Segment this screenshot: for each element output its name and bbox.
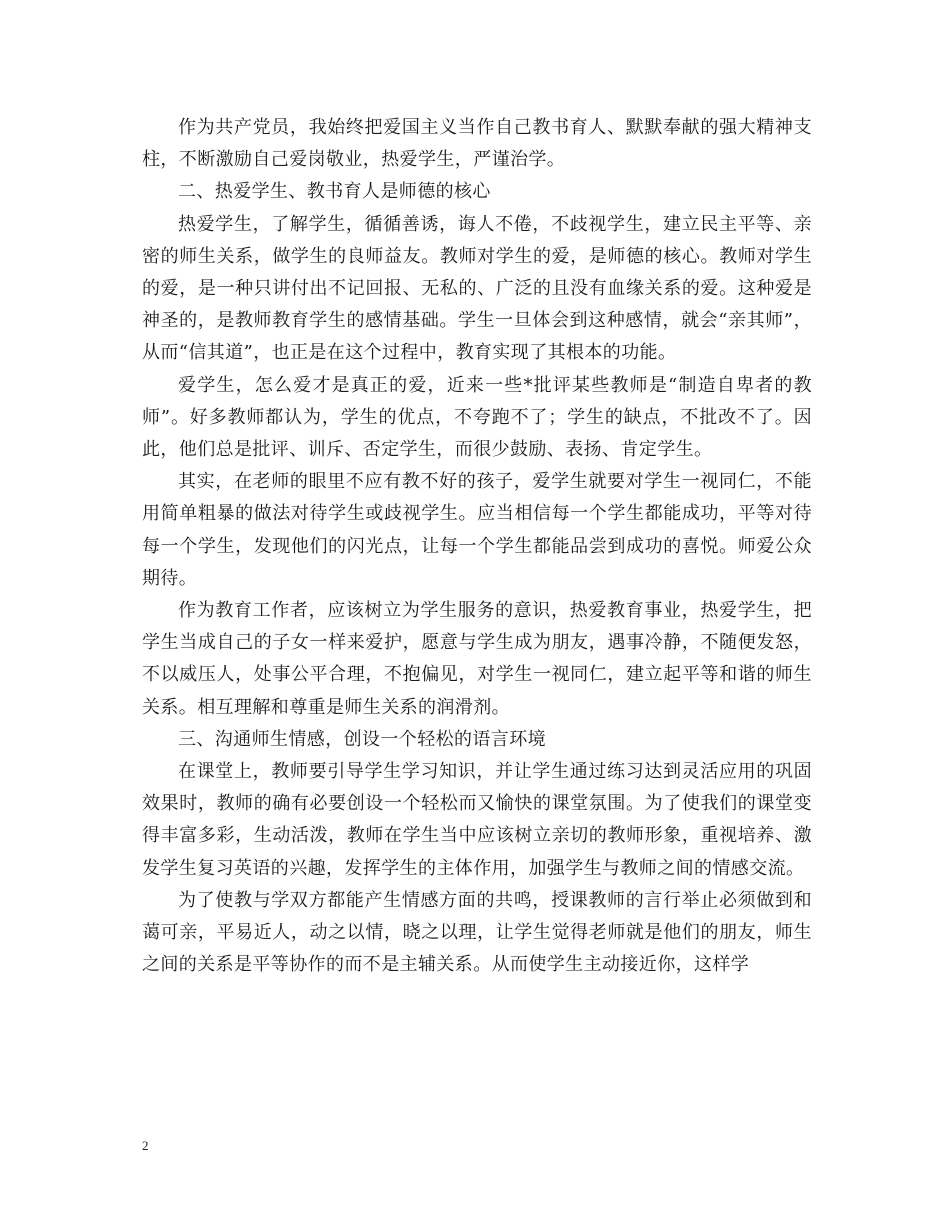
paragraph-3: 爱学生，怎么爱才是真正的爱，近来一些*批评某些教师是“制造自卑者的教师”。好多教师都认为，学生的优点，不夸跑不了；学生的缺点，不批改不了。因此，他们总是批评、训斥、否定学生，而很少鼓励、表扬、肯定学生。	[142, 374, 812, 461]
paragraph-2: 热爱学生，了解学生，循循善诱，诲人不倦，不歧视学生，建立民主平等、亲密的师生关系，做学生的良师益友。教师对学生的爱，是师德的核心。教师对学生的爱，是一种只讲付出不记回报、无私的、广泛的且没有血缘关系的爱。这种爱是神圣的，是教师教育学生的感情基础。学生一旦体会到这种感情，就会“亲其师”，从而“信其道”，也正是在这个过程中，教育实现了其根本的功能。	[142, 213, 812, 364]
section-heading-3: 三、沟通师生情感，创设一个轻松的语言环境	[178, 728, 546, 750]
document-body	[142, 112, 812, 981]
paragraph-1: 作为共产党员，我始终把爱国主义当作自己教书育人、默默奉献的强大精神支柱，不断激励自己爱岗敬业，热爱学生，严谨治学。	[142, 117, 812, 171]
paragraph-5: 作为教育工作者，应该树立为学生服务的意识，热爱教育事业，热爱学生，把学生当成自己的子女一样来爱护，愿意与学生成为朋友，遇事冷静，不随便发怒，不以威压人，处事公平合理，不抱偏见，对学生一视同仁，建立起平等和谐的师生关系。相互理解和尊重是师生关系的润滑剂。	[142, 600, 812, 718]
section-heading-2: 二、热爱学生、教书育人是师德的核心	[178, 181, 491, 203]
page-number: 2	[142, 1138, 149, 1153]
paragraph-7: 为了使教与学双方都能产生情感方面的共鸣，授课教师的言行举止必须做到和蔼可亲，平易近人，动之以情，晓之以理，让学生觉得老师就是他们的朋友，师生之间的关系是平等协作的而不是主辅关系。从而使学生主动接近你，这样学	[142, 889, 812, 976]
paragraph-6: 在课堂上，教师要引导学生学习知识，并让学生通过练习达到灵活应用的巩固效果时，教师的确有必要创设一个轻松而又愉快的课堂氛围。为了使我们的课堂变得丰富多彩，生动活泼，教师在学生当中应该树立亲切的教师形象，重视培养、激发学生复习英语的兴趣，发挥学生的主体作用，加强学生与教师之间的情感交流。	[142, 761, 812, 879]
paragraph-4: 其实，在老师的眼里不应有教不好的孩子，爱学生就要对学生一视同仁，不能用简单粗暴的做法对待学生或歧视学生。应当相信每一个学生都能成功，平等对待每一个学生，发现他们的闪光点，让每一个学生都能品尝到成功的喜悦。师爱公众期待。	[142, 471, 812, 589]
